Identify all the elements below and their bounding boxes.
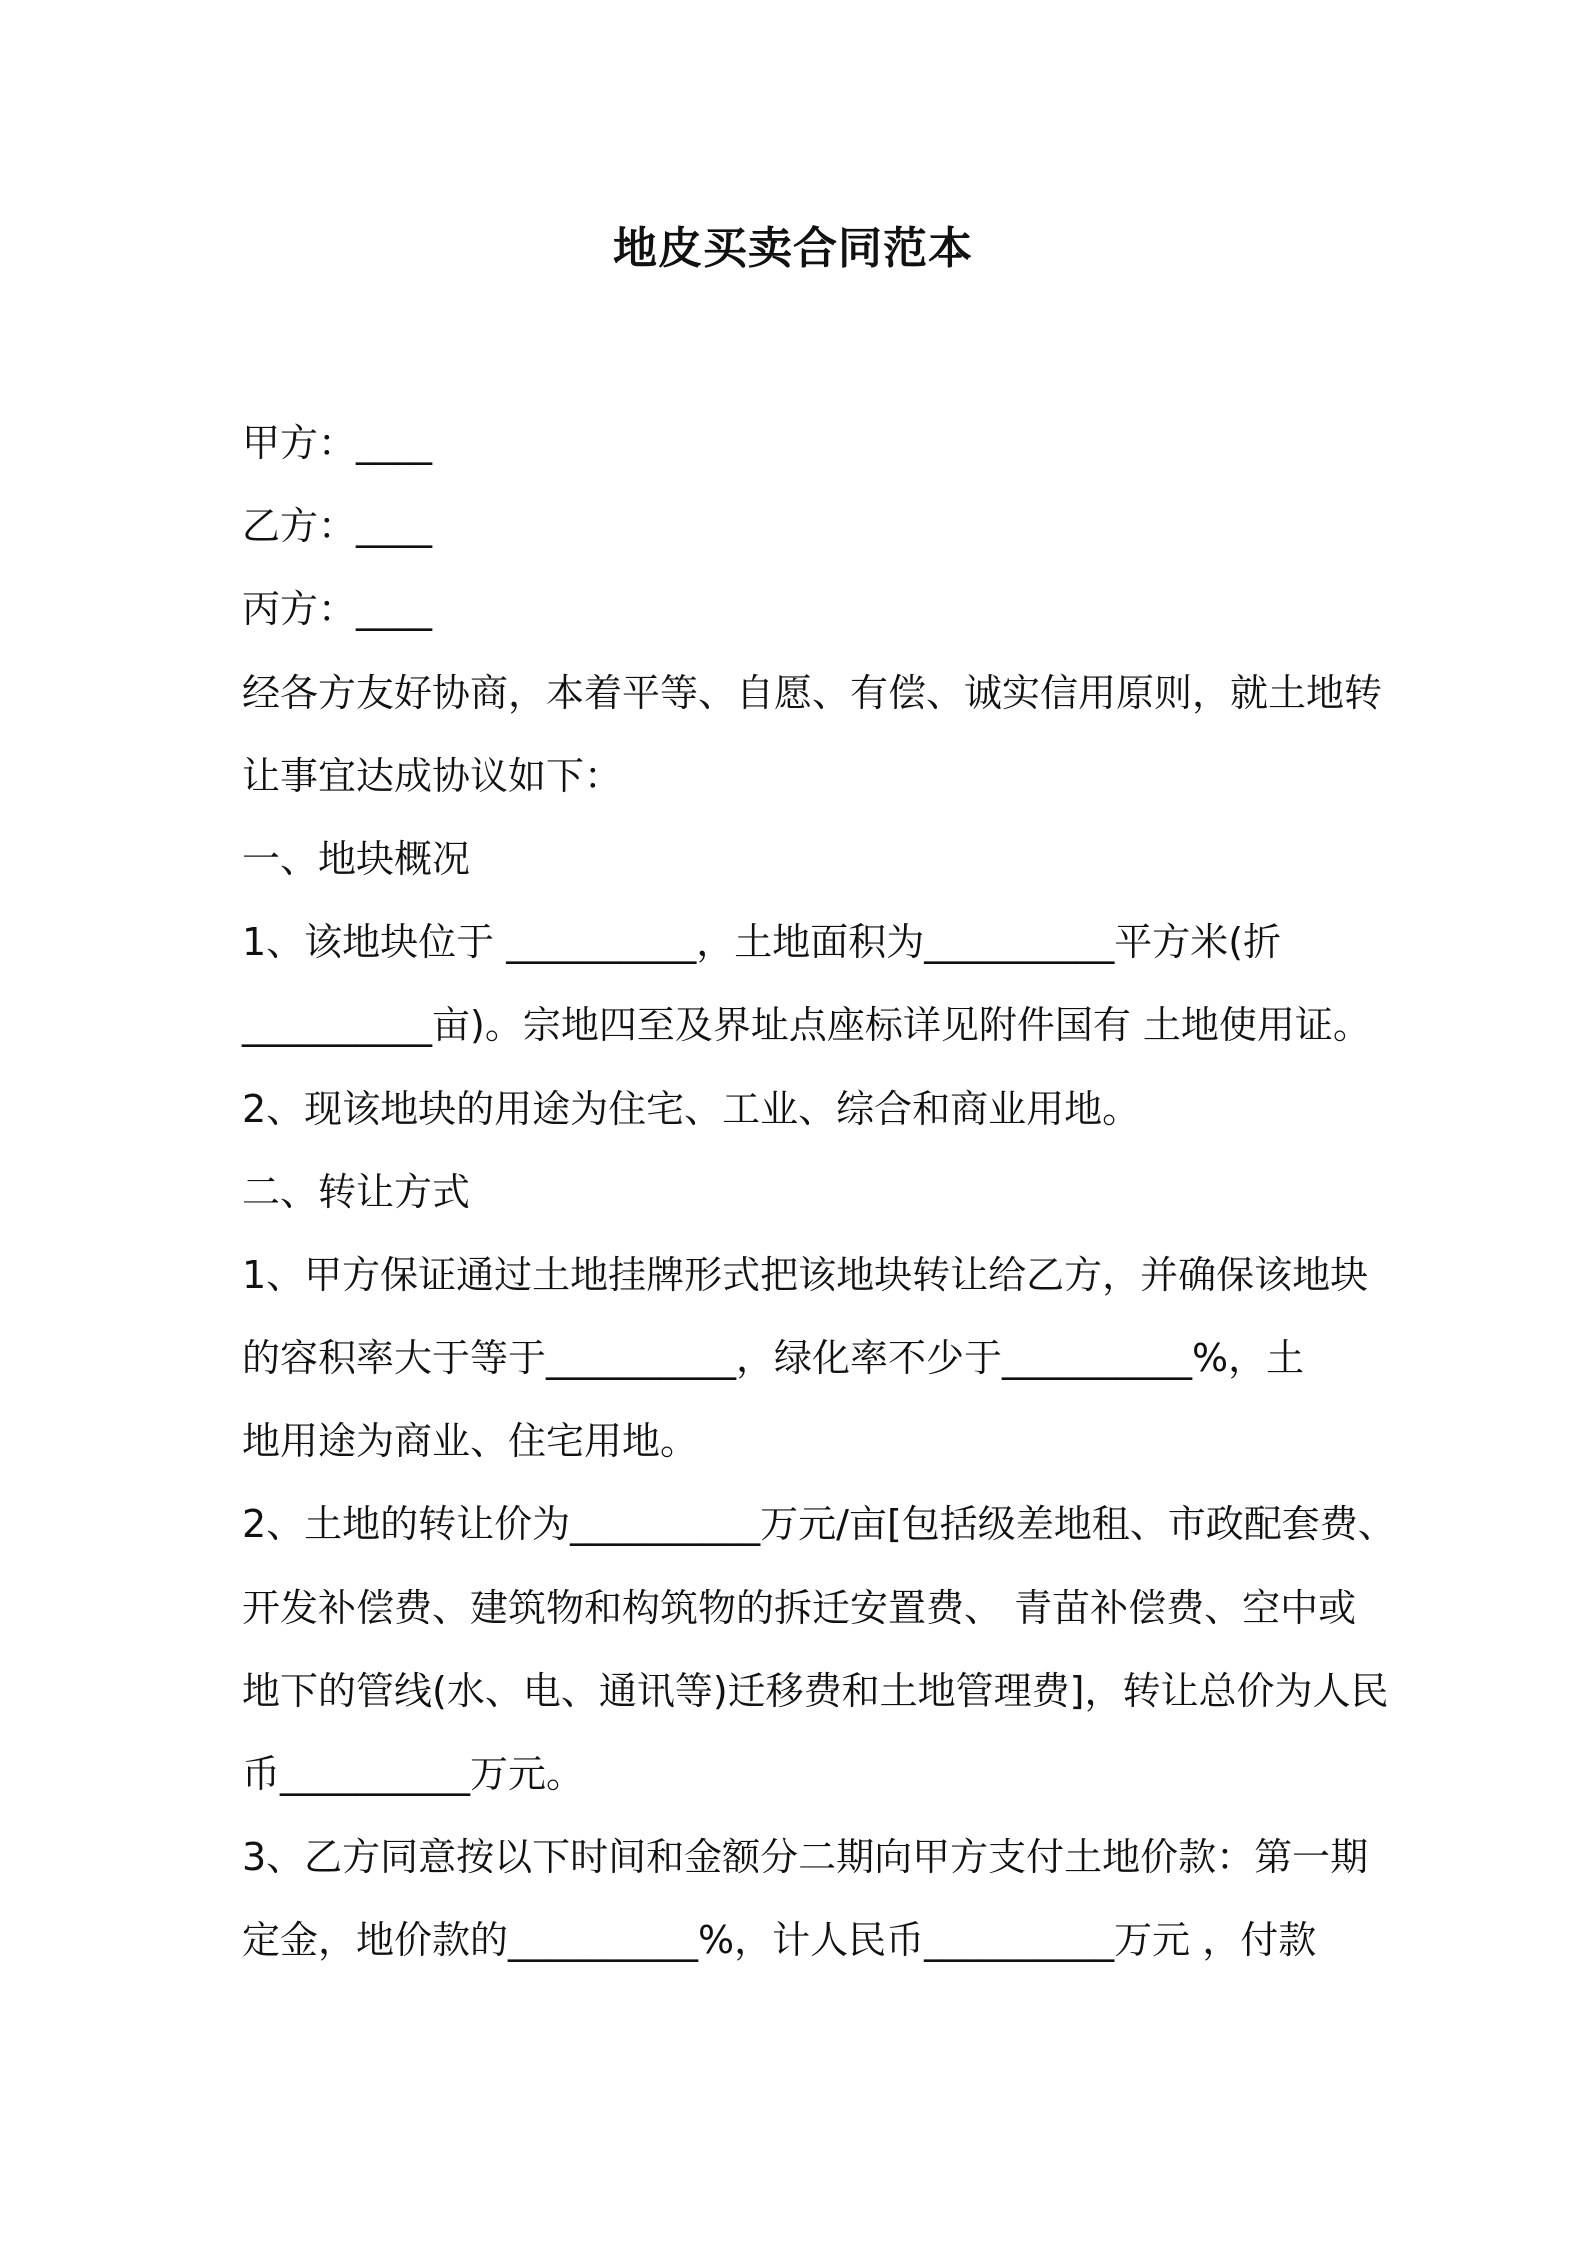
clause-line: 的容积率大于等于__________，绿化率不少于__________%，土 <box>242 1336 1305 1381</box>
clause-line: __________亩)。宗地四至及界址点座标详见附件国有 土地使用证。 <box>242 1003 1371 1048</box>
clause-line: 定金，地价款的__________%，计人民币__________万元 ，付款 <box>242 1918 1317 1963</box>
document-title: 地皮买卖合同范本 <box>613 223 973 274</box>
clause-line: 1、甲方保证通过土地挂牌形式把该地块转让给乙方，并确保该地块 <box>242 1252 1369 1297</box>
party-a-line: 甲方：____ <box>242 421 433 465</box>
party-c-line: 丙方：____ <box>242 587 433 632</box>
section-heading: 一、地块概况 <box>242 836 471 881</box>
clause-line: 地用途为商业、住宅用地。 <box>242 1419 699 1464</box>
clause-line: 1、该地块位于 __________，土地面积为__________平方米(折 <box>242 920 1282 965</box>
section-heading: 二、转让方式 <box>242 1169 471 1214</box>
clause-line: 3、乙方同意按以下时间和金额分二期向甲方支付土地价款：第一期 <box>242 1835 1369 1880</box>
clause-line: 2、现该地块的用途为住宅、工业、综合和商业用地。 <box>242 1086 1141 1131</box>
document-body <box>242 402 1396 1983</box>
clause-line: 开发补偿费、建筑物和构筑物的拆迁安置费、 青苗补偿费、空中或 <box>242 1585 1357 1630</box>
preamble-line: 让事宜达成协议如下： <box>242 753 623 798</box>
clause-line: 币__________万元。 <box>242 1752 585 1796</box>
clause-line: 地下的管线(水、电、通讯等)迁移费和土地管理费]，转让总价为人民 <box>242 1668 1389 1713</box>
preamble-line: 经各方友好协商，本着平等、自愿、有偿、诚实信用原则，就土地转 <box>242 670 1383 715</box>
party-b-line: 乙方：____ <box>242 504 433 549</box>
clause-line: 2、土地的转让价为__________万元/亩[包括级差地租、市政配套费、 <box>242 1502 1396 1547</box>
